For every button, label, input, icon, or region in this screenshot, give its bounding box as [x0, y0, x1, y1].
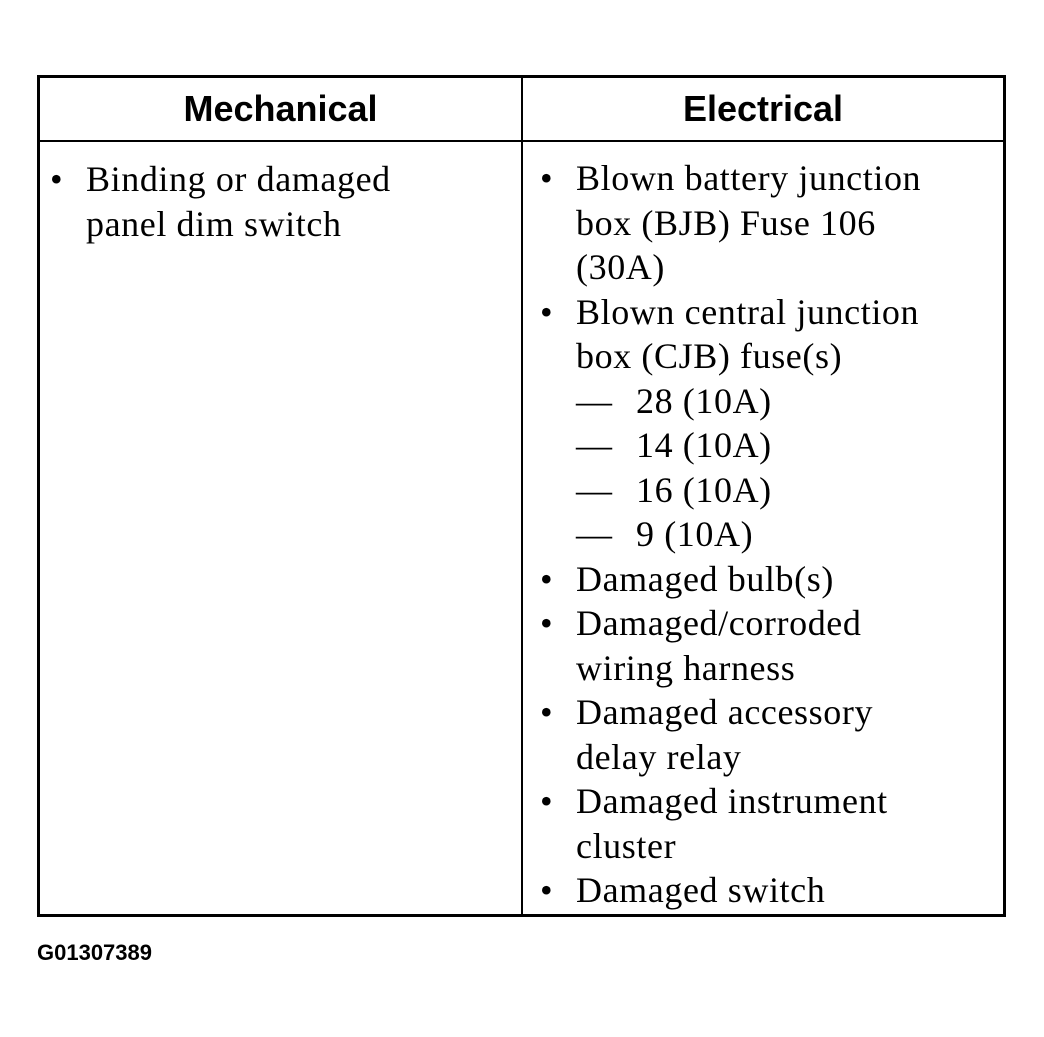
bullet-icon: •	[540, 692, 554, 732]
electrical-header: Electrical	[682, 88, 844, 129]
item-text-line: (30A)	[576, 247, 665, 287]
fuse-sub-item	[576, 423, 995, 468]
electrical-column	[540, 142, 995, 913]
bullet-icon: •	[540, 603, 554, 643]
fuse-sub-item	[576, 379, 995, 424]
mechanical-header: Mechanical	[183, 88, 378, 129]
mechanical-column	[50, 142, 510, 246]
item-text-line: Damaged bulb(s)	[576, 558, 834, 599]
item-text-line: box (CJB) fuse(s)	[576, 336, 843, 376]
item-text-line: Damaged switch	[576, 870, 826, 910]
bullet-icon: •	[540, 158, 554, 198]
item-text-line: box (BJB) Fuse 106	[576, 202, 876, 243]
dash-icon: —	[576, 380, 613, 421]
fuse-sub-text: 9 (10A)	[636, 514, 754, 554]
mechanical-list	[50, 157, 510, 246]
item-text-line: Blown central junction	[576, 291, 920, 332]
list-item	[540, 156, 995, 290]
column-divider	[521, 78, 523, 914]
item-text-line: Damaged instrument	[576, 781, 888, 821]
dash-icon: —	[576, 514, 613, 554]
list-item	[540, 601, 995, 690]
list-item	[540, 690, 995, 779]
fuse-sub-text: 16 (10A)	[636, 469, 772, 510]
bullet-icon: •	[50, 159, 64, 199]
symptom-table	[37, 75, 1006, 917]
item-text-line: Damaged/corroded	[576, 603, 862, 643]
fuse-sub-text: 14 (10A)	[636, 425, 772, 465]
list-item	[540, 557, 995, 602]
item-text-line: Blown battery junction	[576, 158, 922, 198]
item-text-line: delay relay	[576, 736, 742, 777]
dash-icon: —	[576, 469, 613, 510]
bullet-icon: •	[540, 781, 554, 821]
bullet-icon: •	[540, 558, 554, 599]
item-text-line: Binding or damaged	[86, 159, 391, 199]
item-text-line: panel dim switch	[86, 203, 342, 244]
list-item	[540, 779, 995, 868]
item-text-line: cluster	[576, 825, 677, 866]
fuse-sub-text: 28 (10A)	[636, 380, 772, 421]
item-text-line: Damaged accessory	[576, 692, 874, 732]
dash-icon: —	[576, 425, 613, 465]
fuse-sub-item	[576, 512, 995, 557]
bullet-icon: •	[540, 291, 554, 332]
figure-id: G01307389	[37, 940, 152, 965]
electrical-list	[540, 156, 995, 913]
fuse-sub-item	[576, 468, 995, 513]
item-text-line: wiring harness	[576, 647, 796, 688]
fuse-sub-list	[576, 379, 995, 557]
list-item	[50, 157, 510, 246]
list-item	[540, 868, 995, 913]
list-item	[540, 290, 995, 557]
bullet-icon: •	[540, 870, 554, 910]
